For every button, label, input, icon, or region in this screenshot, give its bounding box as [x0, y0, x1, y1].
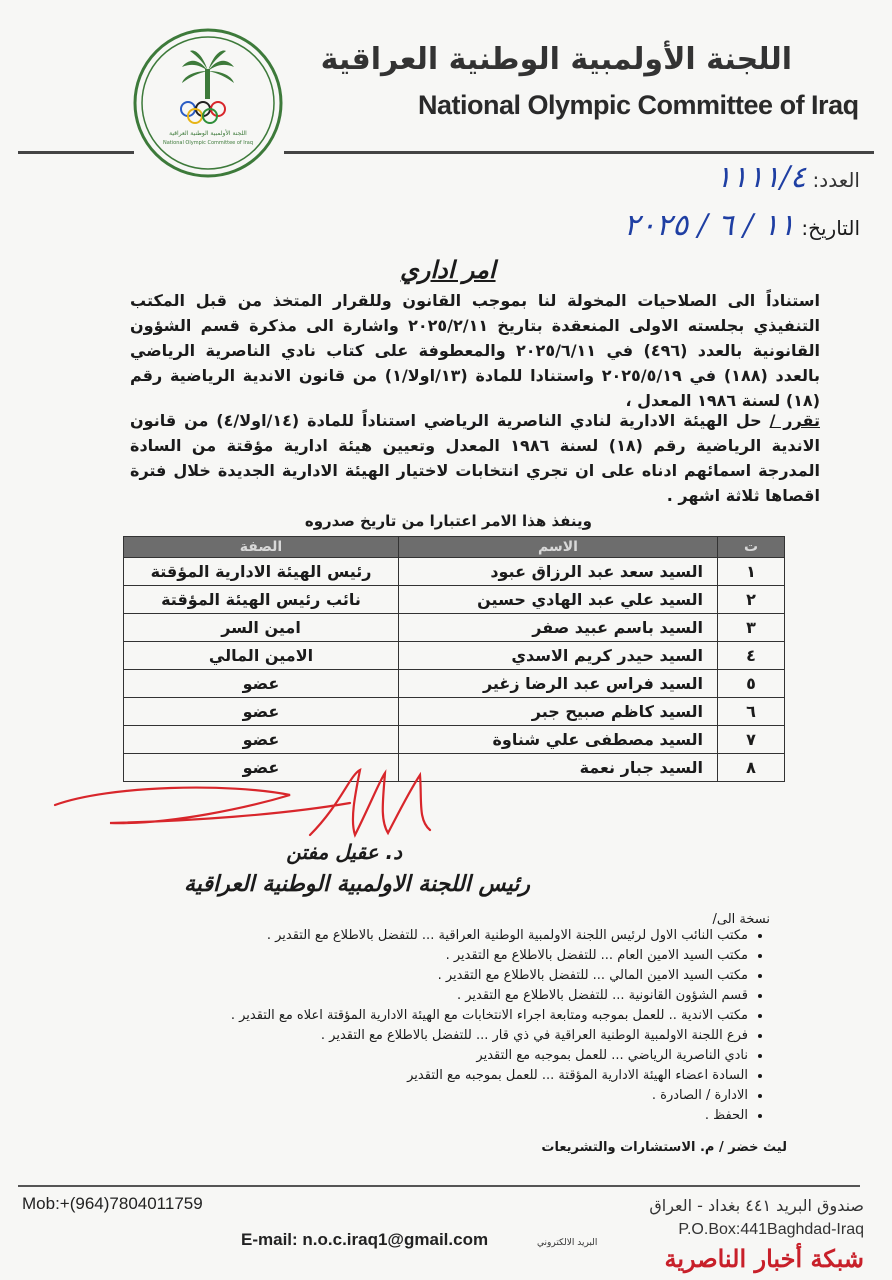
row-name: السيد علي عبد الهادي حسين	[399, 586, 718, 614]
row-num: ٢	[718, 586, 785, 614]
po-box-arabic: صندوق البريد ٤٤١ بغداد - العراق	[649, 1196, 864, 1215]
row-num: ٦	[718, 698, 785, 726]
signer-name: د. عقيل مفتن	[286, 840, 402, 864]
copies-label: نسخة الى/	[712, 912, 770, 927]
row-name: السيد حيدر كريم الاسدي	[399, 642, 718, 670]
list-item: • مكتب السيد الامين العام ... للتفضل بالاطلاع مع التقدير .	[231, 946, 748, 966]
list-item: • مكتب الاندية .. للعمل بموجبه ومتابعة اجراء الانتخابات مع الهيئة الادارية المؤقتة اعلاه مع التقدير .	[231, 1006, 748, 1026]
number-value: ١١١١/٤	[715, 160, 807, 195]
row-num: ٧	[718, 726, 785, 754]
row-role: عضو	[124, 726, 399, 754]
document-date	[624, 208, 860, 243]
row-role: الامين المالي	[124, 642, 399, 670]
reference-number	[716, 160, 861, 195]
row-name: السيد مصطفى علي شناوة	[399, 726, 718, 754]
table-row	[124, 642, 785, 670]
decision-text: حل الهيئة الادارية لنادي الناصرية الرياضي استناداً للمادة (١٤/اولا/٤) من قانون الاندية الرياضية رقم (١٨) لسنة ١٩٨٦ المعدل وتعيين هيئة ادارية مؤقتة من السادة المدرجة اسمائهم ادناه على ان تجري انتخابات لاختيار الهيئة الادارية الجديدة خلال فترة اقصاها ثلاثة اشهر .	[130, 411, 820, 505]
col-role-header: الصفة	[124, 537, 399, 558]
row-role: عضو	[124, 698, 399, 726]
po-box-english: P.O.Box:441Baghdad-Iraq	[678, 1221, 864, 1238]
org-name-arabic: اللجنة الأولمبية الوطنية العراقية	[320, 42, 792, 77]
email-address: E-mail: n.o.c.iraq1@gmail.com	[241, 1230, 489, 1249]
members-table	[123, 536, 785, 782]
row-num: ١	[718, 558, 785, 586]
row-name: السيد سعد عبد الرزاق عبود	[399, 558, 718, 586]
table-row	[124, 698, 785, 726]
logo-text-en: National Olympic Committee of Iraq	[163, 140, 253, 146]
decision-lead: تقرر /	[769, 411, 820, 430]
list-item: • الحفظ .	[231, 1106, 748, 1126]
olympic-rings-icon	[181, 102, 225, 123]
row-role: امين السر	[124, 614, 399, 642]
row-name: السيد كاظم صبيح جبر	[399, 698, 718, 726]
list-item: • قسم الشؤون القانونية ... للتفضل بالاطلاع مع التقدير .	[231, 986, 748, 1006]
table-row	[124, 670, 785, 698]
row-name: السيد باسم عبيد صفر	[399, 614, 718, 642]
copies-list	[231, 926, 770, 1126]
mobile-number: Mob:+(964)7804011759	[22, 1194, 203, 1213]
decision-paragraph	[130, 408, 820, 508]
number-label: العدد:	[812, 168, 860, 192]
handwritten-signature	[50, 765, 470, 850]
list-item: • نادي الناصرية الرياضي ... للعمل بموجبه مع التقدير	[231, 1046, 748, 1066]
row-num: ٥	[718, 670, 785, 698]
col-num-header: ت	[718, 537, 785, 558]
signer-position: رئيس اللجنة الاولمبية الوطنية العراقية	[184, 872, 530, 897]
row-name: السيد فراس عبد الرضا زغير	[399, 670, 718, 698]
header-rule-left	[18, 151, 134, 154]
list-item: • الادارة / الصادرة .	[231, 1086, 748, 1106]
table-row	[124, 586, 785, 614]
org-name-english: National Olympic Committee of Iraq	[418, 90, 859, 120]
table-row	[124, 726, 785, 754]
row-role: رئيس الهيئة الادارية المؤقتة	[124, 558, 399, 586]
effective-note: وينفذ هذا الامر اعتبارا من تاريخ صدروه	[304, 512, 592, 530]
watermark: شبكة أخبار الناصرية	[664, 1244, 864, 1273]
row-num: ٣	[718, 614, 785, 642]
document-title: امر اداري	[400, 256, 496, 284]
list-item: • مكتب النائب الاول لرئيس اللجنة الاولمبية الوطنية العراقية ... للتفضل بالاطلاع مع التقدير .	[231, 926, 748, 946]
row-role: نائب رئيس الهيئة المؤقتة	[124, 586, 399, 614]
list-item: • فرع اللجنة الاولمبية الوطنية العراقية في ذي قار ... للتفضل بالاطلاع مع التقدير .	[231, 1026, 748, 1046]
date-label: التاريخ:	[801, 216, 860, 240]
row-role: عضو	[124, 754, 399, 782]
date-value: ١١ / ٦ / ٢٠٢٥	[623, 208, 795, 243]
table-row	[124, 558, 785, 586]
header-rule-right	[284, 151, 874, 154]
row-num: ٤	[718, 642, 785, 670]
palm-tree-icon	[182, 51, 234, 99]
olympic-committee-logo	[132, 27, 284, 179]
prepared-by: ليث خضر / م. الاستشارات والتشريعات	[541, 1140, 787, 1155]
row-name: السيد جبار نعمة	[399, 754, 718, 782]
email-label-arabic: البريد الالكتروني	[537, 1238, 598, 1248]
list-item: • مكتب السيد الامين المالي ... للتفضل بالاطلاع مع التقدير .	[231, 966, 748, 986]
footer-rule	[18, 1185, 860, 1187]
col-name-header: الاسم	[399, 537, 718, 558]
preamble-paragraph: استناداً الى الصلاحيات المخولة لنا بموجب القانون وللقرار المتخذ من قبل المكتب التنفيذي بجلسته الاولى المنعقدة بتاريخ ٢٠٢٥/٢/١١ واشارة الى مذكرة قسم الشؤون القانونية بالعدد (٤٩٦) في ٢٠٢٥/٦/١١ والمعطوفة على كتاب نادي الناصرية الرياضي بالعدد (١٨٨) في ٢٠٢٥/٥/١٩ واستنادا للمادة (١٣/اولا/١) من قانون الاندية الرياضية رقم (١٨) لسنة ١٩٨٦ المعدل ،	[130, 291, 821, 410]
table-row	[124, 614, 785, 642]
table-header-row	[124, 537, 785, 558]
logo-text-ar: اللجنة الأولمبية الوطنية العراقية	[169, 130, 247, 137]
row-num: ٨	[718, 754, 785, 782]
row-role: عضو	[124, 670, 399, 698]
list-item: • السادة اعضاء الهيئة الادارية المؤقتة ... للعمل بموجبه مع التقدير	[231, 1066, 748, 1086]
